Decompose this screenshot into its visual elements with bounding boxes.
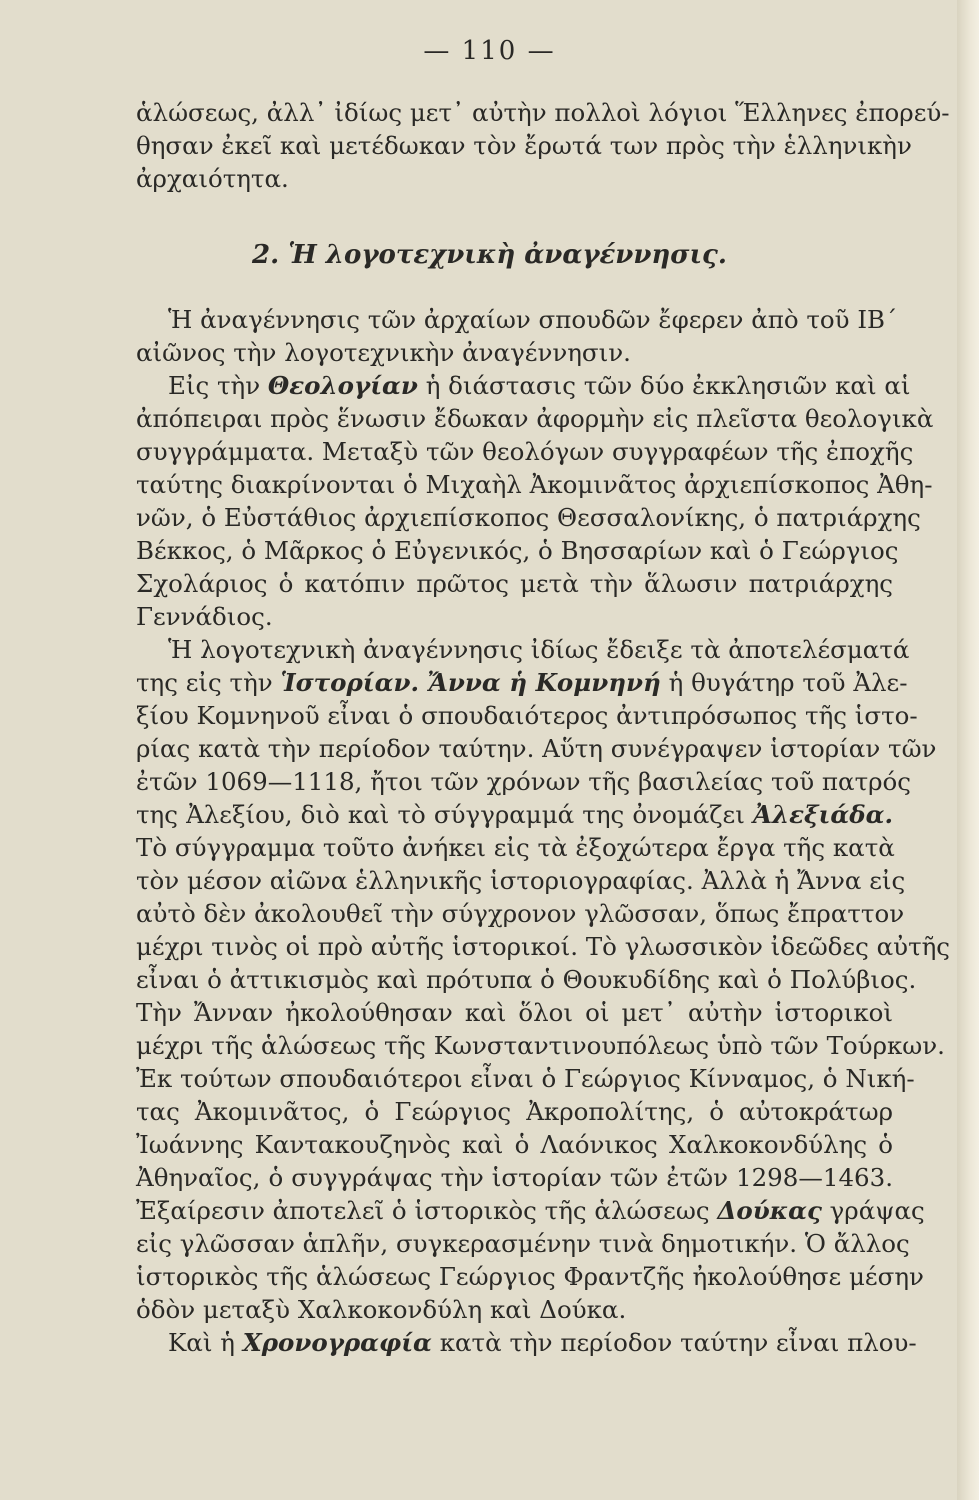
text-line: ταύτης διακρίνονται ὁ Μιχαὴλ Ἀκομινᾶτος ἀρχιεπίσκοπος Ἀθη- bbox=[136, 470, 933, 499]
text-line: Ἐξαίρεσιν ἀποτελεῖ ὁ ἱστορικὸς τῆς ἁλώσεως Δούκας γράψας bbox=[136, 1196, 925, 1225]
text-line: μέχρι τῆς ἁλώσεως τῆς Κωνσταντινουπόλεως ὑπὸ τῶν Τούρκων. bbox=[136, 1031, 945, 1060]
emphasis: Ἱστορίαν. Ἄννα ἡ Κομνηνή bbox=[280, 668, 661, 697]
text-line: ὁδὸν μεταξὺ Χαλκοκονδύλη καὶ Δούκα. bbox=[136, 1295, 627, 1324]
text-line: αὐτὸ δὲν ἀκολουθεῖ τὴν σύγχρονον γλῶσσαν, ὅπως ἔπραττον bbox=[136, 899, 905, 928]
text-line: Σχολάριος ὁ κατόπιν πρῶτος μετὰ τὴν ἅλωσιν πατριάρχης bbox=[136, 569, 893, 598]
text-line: της Ἀλεξίου, διὸ καὶ τὸ σύγγραμμά της ὀνομάζει Ἀλεξιάδα. bbox=[136, 800, 893, 829]
text-line: θησαν ἐκεῖ καὶ μετέδωκαν τὸν ἔρωτά των πρὸς τὴν ἑλληνικὴν bbox=[136, 131, 912, 160]
text-line: ξίου Κομνηνοῦ εἶναι ὁ σπουδαιότερος ἀντιπρόσωπος τῆς ἱστο- bbox=[136, 701, 918, 730]
page-edge bbox=[957, 0, 979, 1500]
text-line: τὸν μέσον αἰῶνα ἑλληνικῆς ἱστοριογραφίας. Ἀλλὰ ἡ Ἄννα εἰς bbox=[136, 866, 906, 895]
text-line: μέχρι τινὸς οἱ πρὸ αὐτῆς ἱστορικοί. Τὸ γλωσσικὸν ἰδεῶδες αὐτῆς bbox=[136, 932, 951, 961]
section-heading: 2. Ἡ λογοτεχνικὴ ἀναγέννησις. bbox=[252, 240, 727, 270]
text-line: Ἡ ἀναγέννησις τῶν ἀρχαίων σπουδῶν ἔφερεν ἀπὸ τοῦ ΙΒ´ bbox=[168, 305, 898, 334]
text-line: ἁλώσεως, ἀλλ᾽ ἰδίως μετ᾽ αὐτὴν πολλοὶ λόγιοι Ἕλληνες ἐπορεύ- bbox=[136, 98, 950, 127]
text-line: Γεννάδιος. bbox=[136, 602, 273, 631]
text-line: Βέκκος, ὁ Μᾶρκος ὁ Εὐγενικός, ὁ Βησσαρίων καὶ ὁ Γεώργιος bbox=[136, 536, 899, 565]
text-line: συγγράμματα. Μεταξὺ τῶν θεολόγων συγγραφέων τῆς ἐποχῆς bbox=[136, 437, 914, 466]
emphasis: Χρονογραφία bbox=[242, 1328, 432, 1357]
text-line: ἀπόπειραι πρὸς ἕνωσιν ἔδωκαν ἀφορμὴν εἰς πλεῖστα θεολογικὰ bbox=[136, 404, 934, 433]
text-line: Τὴν Ἄνναν ἠκολούθησαν καὶ ὅλοι οἱ μετ᾽ αὐτὴν ἱστορικοὶ bbox=[136, 998, 893, 1027]
text-line: εἰς γλῶσσαν ἁπλῆν, συγκερασμένην τινὰ δημοτικήν. Ὁ ἄλλος bbox=[136, 1229, 910, 1258]
text-line: Καὶ ἡ Χρονογραφία κατὰ τὴν περίοδον ταύτην εἶναι πλου- bbox=[168, 1328, 917, 1357]
text-line: Τὸ σύγγραμμα τοῦτο ἀνήκει εἰς τὰ ἐξοχώτερα ἔργα τῆς κατὰ bbox=[136, 833, 895, 862]
text-line: Ἀθηναῖος, ὁ συγγράψας τὴν ἱστορίαν τῶν ἐτῶν 1298—1463. bbox=[136, 1163, 893, 1192]
text-line: ἐτῶν 1069—1118, ἤτοι τῶν χρόνων τῆς βασιλείας τοῦ πατρός bbox=[136, 767, 912, 796]
text-line: ἱστορικὸς τῆς ἁλώσεως Γεώργιος Φραντζῆς ἠκολούθησε μέσην bbox=[136, 1262, 924, 1291]
emphasis: Ἀλεξιάδα. bbox=[752, 800, 893, 829]
text-line: Ἡ λογοτεχνικὴ ἀναγέννησις ἰδίως ἔδειξε τὰ ἀποτελέσματά bbox=[168, 635, 910, 664]
emphasis: Δούκας bbox=[717, 1196, 822, 1225]
text-line: Ἐκ τούτων σπουδαιότεροι εἶναι ὁ Γεώργιος Κίνναμος, ὁ Νική- bbox=[136, 1064, 915, 1093]
emphasis: Θεολογίαν bbox=[267, 371, 418, 400]
text-line: Εἰς τὴν Θεολογίαν ἡ διάστασις τῶν δύο ἐκκλησιῶν καὶ αἱ bbox=[168, 371, 911, 400]
page-number: — 110 — bbox=[423, 36, 556, 66]
text-line: εἶναι ὁ ἀττικισμὸς καὶ πρότυπα ὁ Θουκυδίδης καὶ ὁ Πολύβιος. bbox=[136, 965, 917, 994]
text-line: τας Ἀκομινᾶτος, ὁ Γεώργιος Ἀκροπολίτης, ὁ αὐτοκράτωρ bbox=[136, 1097, 893, 1126]
text-line: Ἰωάννης Καντακουζηνὸς καὶ ὁ Λαόνικος Χαλκοκονδύλης ὁ bbox=[136, 1130, 893, 1159]
text-line: αἰῶνος τὴν λογοτεχνικὴν ἀναγέννησιν. bbox=[136, 338, 631, 367]
text-line: ρίας κατὰ τὴν περίοδον ταύτην. Αὕτη συνέγραψεν ἱστορίαν τῶν bbox=[136, 734, 937, 763]
text-line: ἀρχαιότητα. bbox=[136, 164, 289, 193]
text-line: νῶν, ὁ Εὐστάθιος ἀρχιεπίσκοπος Θεσσαλονίκης, ὁ πατριάρχης bbox=[136, 503, 921, 532]
text-line: της εἰς τὴν Ἱστορίαν. Ἄννα ἡ Κομνηνή ἡ θυγάτηρ τοῦ Ἀλε- bbox=[136, 668, 908, 697]
